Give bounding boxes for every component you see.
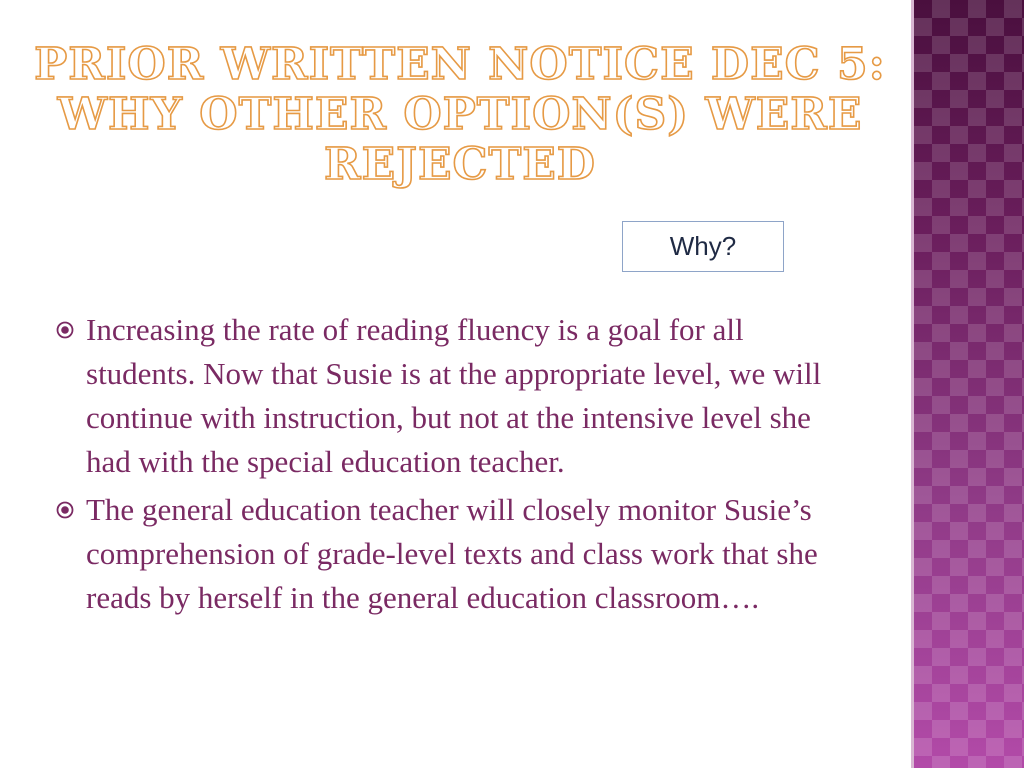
circled-dot-bullet-icon [56,321,74,339]
bullet-list [56,308,846,624]
bullet-text: The general education teacher will closely monitor Susie’s comprehension of grade-level texts and class work that she reads by herself in the general education classroom…. [86,492,818,615]
bullet-item [56,488,846,620]
decorative-side-band [911,0,1024,768]
circled-dot-bullet-icon [56,501,74,519]
side-band-pattern [914,0,1024,768]
slide-title: PRIOR WRITTEN NOTICE DEC 5: WHY OTHER OPTION(S) WERE REJECTED [34,39,886,190]
why-textbox [622,221,784,272]
why-label: Why? [669,231,737,261]
bullet-text: Increasing the rate of reading fluency is a goal for all students. Now that Susie is at the appropriate level, we will continue with instruction, but not at the intensive level she had with the special education teacher. [86,312,822,479]
bullet-item [56,308,846,484]
